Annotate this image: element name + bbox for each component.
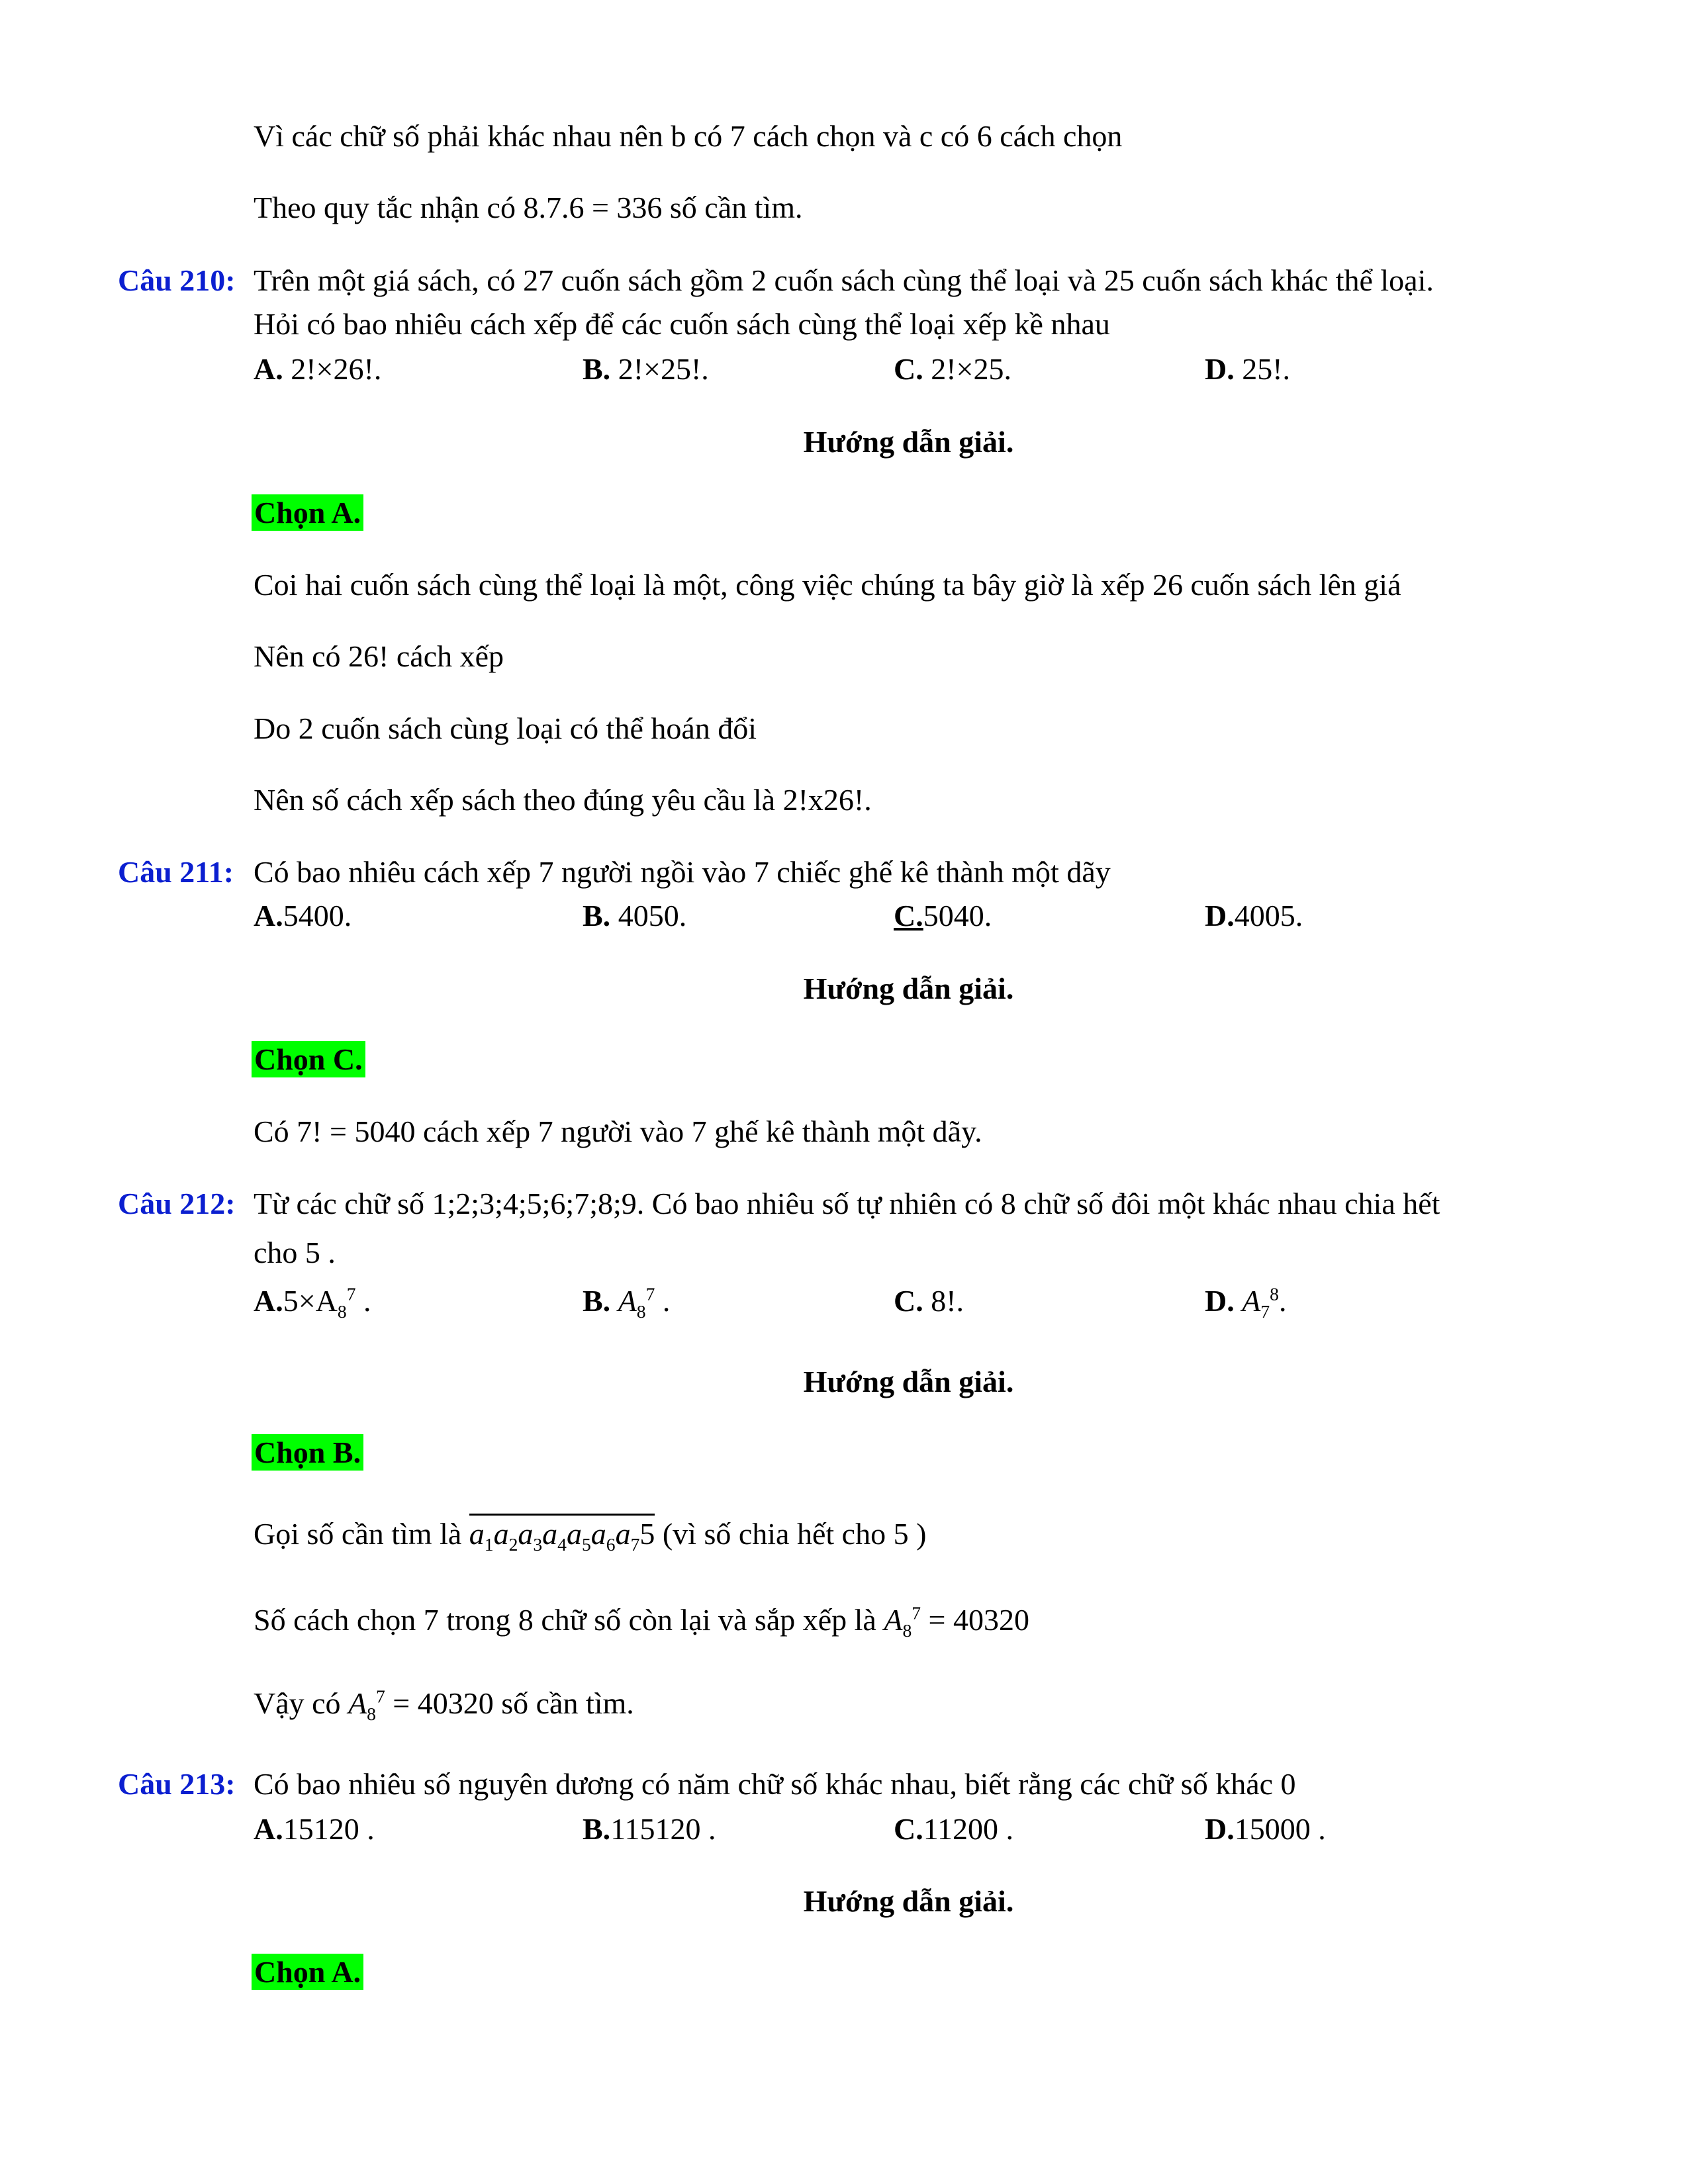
question-210-text: Trên một giá sách, có 27 cuốn sách gồm 2 cuốn sách cùng thể loại và 25 cuốn sách khác thể loại.: [254, 263, 1434, 297]
solution-heading: Hướng dẫn giải.: [803, 972, 1014, 1005]
answer-badge: Chọn B.: [252, 1434, 363, 1471]
question-213-text: Có bao nhiêu số nguyên dương có năm chữ số khác nhau, biết rằng các chữ số khác 0: [254, 1767, 1296, 1801]
intro-line-2: Theo quy tắc nhận có 8.7.6 = 336 số cần tìm.: [254, 191, 803, 224]
solution-heading: Hướng dẫn giải.: [803, 1365, 1014, 1398]
option-b: B.115120 .: [583, 1812, 716, 1846]
question-211-label: Câu 211:: [118, 855, 234, 889]
solution-line: Gọi số cần tìm là $a_1a_2a_3a_4a_5a_6a_75$ (vì số chia hết cho 5 ): [254, 1516, 926, 1555]
question-212-text-2: cho 5 .: [254, 1236, 336, 1269]
option-b: B. 2!×25!.: [583, 352, 709, 386]
option-c: C. 2!×25.: [894, 352, 1011, 386]
question-212-label: Câu 212:: [118, 1187, 236, 1220]
option-a: A. 2!×26!.: [254, 352, 382, 386]
option-c: C. 8!.: [894, 1284, 964, 1318]
question-210-text-2: Hỏi có bao nhiêu cách xếp để các cuốn sách cùng thể loại xếp kề nhau: [254, 307, 1110, 341]
answer-badge: Chọn C.: [252, 1041, 365, 1077]
question-211-text: Có bao nhiêu cách xếp 7 người ngồi vào 7 chiếc ghế kê thành một dãy: [254, 855, 1111, 889]
answer-badge: Chọn A.: [252, 494, 363, 531]
intro-line-1: Vì các chữ số phải khác nhau nên b có 7 cách chọn và c có 6 cách chọn: [254, 119, 1123, 153]
number-expression: $a_1a_2a_3a_4a_5a_6a_75$: [469, 1514, 655, 1551]
question-210-label: Câu 210:: [118, 263, 236, 297]
option-a: $A.5\times A_8^7$ .: [254, 1283, 371, 1322]
solution-line: Nên có 26! cách xếp: [254, 639, 504, 673]
option-b: B. 4050.: [583, 899, 687, 933]
solution-line: Do 2 cuốn sách cùng loại có thể hoán đổi: [254, 711, 757, 745]
solution-line: Số cách chọn 7 trong 8 chữ số còn lại và sắp xếp là $A_8^7 = 40320$: [254, 1602, 1029, 1641]
option-d: D.15000 .: [1205, 1812, 1326, 1846]
option-c: C.5040.: [894, 899, 992, 933]
solution-line: Có 7! = 5040 cách xếp 7 người vào 7 ghế kê thành một dãy.: [254, 1115, 982, 1148]
option-a: A.5400.: [254, 899, 352, 933]
option-d: D.4005.: [1205, 899, 1303, 933]
solution-line: Vậy có $A_8^7 = 40320$ số cần tìm.: [254, 1686, 634, 1725]
question-213-label: Câu 213:: [118, 1767, 236, 1801]
solution-line: Coi hai cuốn sách cùng thể loại là một, công việc chúng ta bây giờ là xếp 26 cuốn sách lên giá: [254, 568, 1401, 602]
solution-line: Nên số cách xếp sách theo đúng yêu cầu là 2!x26!.: [254, 783, 872, 817]
option-b: B. $A_8^7$ .: [583, 1283, 671, 1322]
option-d: D. 25!.: [1205, 352, 1291, 386]
question-212-text: Từ các chữ số 1;2;3;4;5;6;7;8;9. Có bao nhiêu số tự nhiên có 8 chữ số đôi một khác nhau chia hết: [254, 1187, 1440, 1220]
option-c: C.11200 .: [894, 1812, 1014, 1846]
solution-heading: Hướng dẫn giải.: [803, 1884, 1014, 1918]
option-d: D. $A_7^8$.: [1205, 1283, 1287, 1322]
answer-badge: Chọn A.: [252, 1954, 363, 1990]
solution-heading: Hướng dẫn giải.: [803, 425, 1014, 459]
option-a: A.15120 .: [254, 1812, 375, 1846]
